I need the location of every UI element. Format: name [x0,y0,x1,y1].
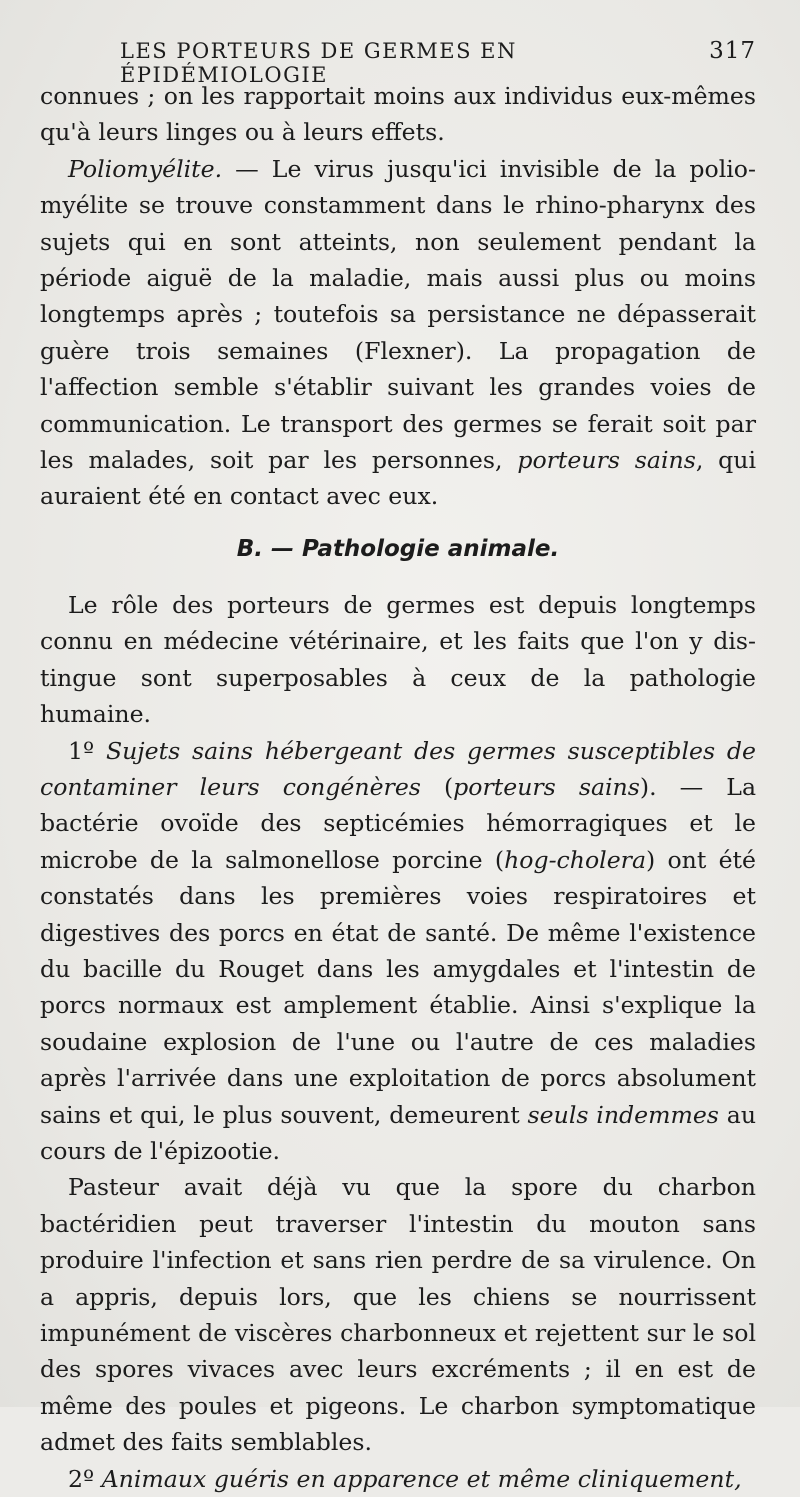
paragraph-porteurs-sains: 1º Sujets sains hébergeant des germes susceptibles de contaminer leurs congénères (porteurs sains). — La bactérie ovoïde des septicémies hémorragiques et le microbe de la salmonellose porcine (hog-cholera) ont été constatés dans les premières voies respiratoires et digestives des porcs en état de santé. De même l'existence du bacille du Rouget dans les amygdales et l'intestin de porcs normaux est amplement établie. Ainsi s'explique la soudaine explosion de l'une ou l'autre de ces maladies après l'arrivée dans une exploitation de porcs absolument sains et qui, le plus souvent, demeurent seuls indemmes au cours de l'épizootie. [40,736,757,1165]
paragraph-poliomyelite: Poliomyélite. — Le virus jusqu'ici invisible de la poliomyélite se trouve constamment dans le rhino-pharynx des sujets qui en sont atteints, non seulement pendant la période aiguë de la maladie, mais aussi plus ou moins longtemps après ; toutefois sa persistance ne dépasserait guère trois semaines (Flexner). La propagation de l'affection semble s'établir suivant les grandes voies de communication. Le transport des germes se ferait soit par les malades, soit par les personnes, porteurs sains, qui auraient été en contact avec eux. [40,154,756,511]
paragraph-intro-animal: Le rôle des porteurs de germes est depuis longtemps connu en médecine vétérinaire, et les faits que l'on y distingue sont superposables à ceux de la pathologie humaine. [40,590,756,729]
section-heading: B. — Pathologie animale. [236,535,560,562]
paragraph-continuation: connues ; on les rapportait moins aux individus eux-mêmes qu'à leurs linges ou à leurs effets. [40,82,756,147]
paragraph-animaux-gueris: 2º Animaux guéris en apparence et même cliniquement, [68,1464,742,1493]
running-title: LES PORTEURS DE GERMES EN ÉPIDÉMIOLOGIE [120,39,517,87]
run-in-heading-poliomyelite: Poliomyélite. [68,154,223,183]
paragraph-pasteur: Pasteur avait déjà vu que la spore du charbon bactéridien peut traverser l'intestin du mouton sans produire l'infection et sans rien perdre de sa virulence. On a appris, depuis lors, que les chiens se nourrissent impunément de viscères charbonneux et rejettent sur le sol des spores vivaces avec leurs excréments ; il en est de même des poules et pigeons. Le charbon symptomatique admet des faits semblables. [40,1173,756,1457]
page-number: 317 [709,38,756,64]
running-header [120,38,756,87]
